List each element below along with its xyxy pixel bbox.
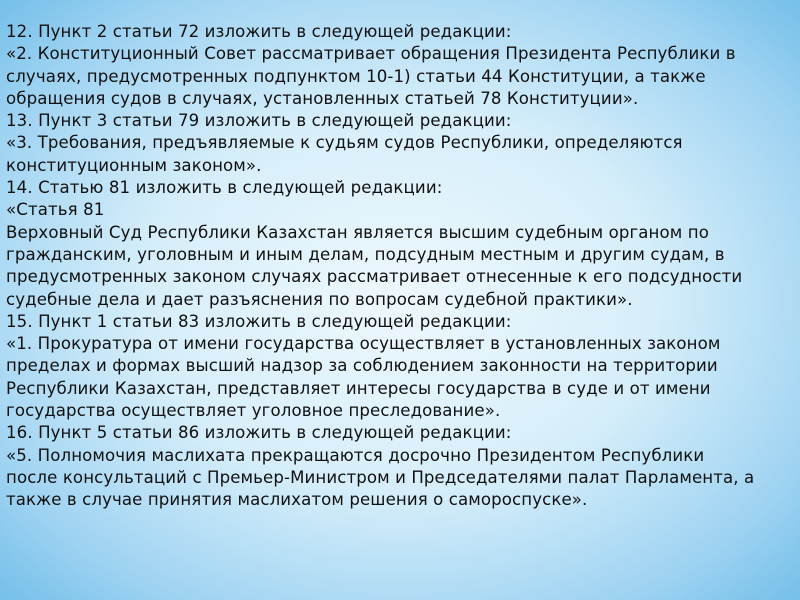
text-line: 12. Пункт 2 статьи 72 изложить в следующей редакции: [6,22,512,41]
text-line: конституционным законом». [6,155,262,175]
text-line: 13. Пункт 3 статьи 79 изложить в следующей редакции: [6,111,512,131]
text-line: также в случае принятия маслихатом решения о самороспуске». [6,490,588,510]
text-line: судебные дела и дает разъяснения по вопросам судебной практики». [6,289,633,309]
text-line: 14. Статью 81 изложить в следующей редакции: [6,178,443,198]
text-line: Республики Казахстан, представляет интересы государства в суде и от имени [6,378,711,398]
text-line: пределах и формах высший надзор за соблюдением законности на территории [6,356,718,376]
text-line: «2. Конституционный Совет рассматривает обращения Президента Республики в [6,44,736,64]
text-line: обращения судов в случаях, установленных статьей 78 Конституции». [6,88,639,108]
text-line: Верховный Суд Республики Казахстан является высшим судебным органом по [6,222,709,242]
text-line: после консультаций с Премьер-Министром и Председателями палат Парламента, а [6,467,755,487]
text-line: «5. Полномочия маслихата прекращаются досрочно Президентом Республики [6,445,705,465]
text-line: «3. Требования, предъявляемые к судьям судов Республики, определяются [6,133,683,153]
document-body [0,21,790,512]
text-line: гражданским, уголовным и иным делам, подсудным местным и другим судам, в [6,244,725,264]
text-line: 15. Пункт 1 статьи 83 изложить в следующей редакции: [6,311,512,331]
text-line: 16. Пункт 5 статьи 86 изложить в следующей редакции: [6,423,512,443]
text-line: случаях, предусмотренных подпунктом 10-1) статьи 44 Конституции, а также [6,66,706,86]
text-line: «1. Прокуратура от имени государства осуществляет в установленных законом [6,334,721,354]
text-line: «Статья 81 [6,200,105,220]
text-line: предусмотренных законом случаях рассматривает отнесенные к его подсудности [6,267,743,287]
text-line: государства осуществляет уголовное преследование». [6,401,501,421]
